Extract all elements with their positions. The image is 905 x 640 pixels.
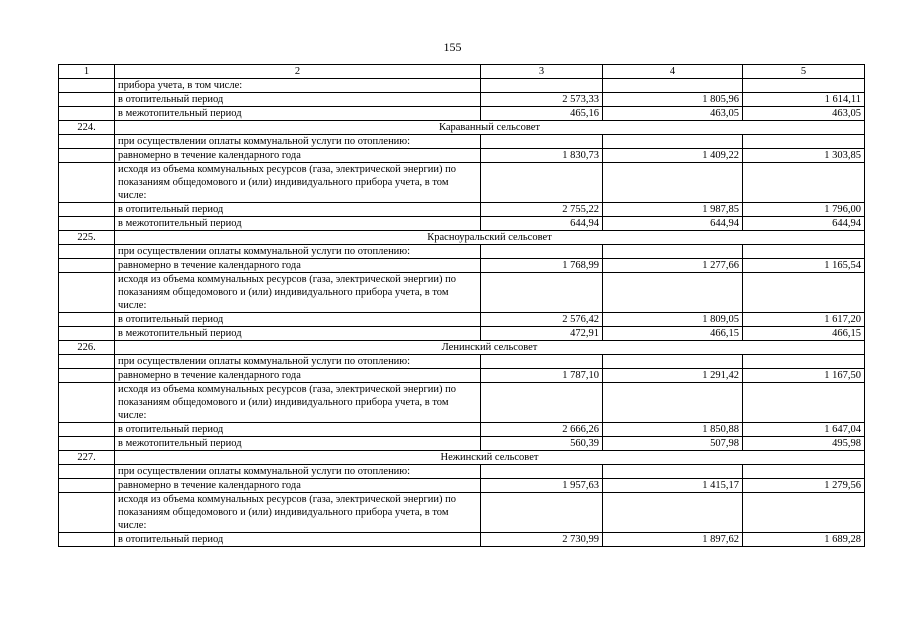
- value-col4: [603, 383, 743, 423]
- row-label: в отопительный период: [115, 313, 481, 327]
- value-col5: [743, 383, 865, 423]
- value-col4: [603, 245, 743, 259]
- value-col4: 1 415,17: [603, 479, 743, 493]
- value-col4: 1 850,88: [603, 423, 743, 437]
- row-label: при осуществлении оплаты коммунальной услуги по отоплению:: [115, 355, 481, 369]
- value-col5: [743, 163, 865, 203]
- value-col3: [481, 465, 603, 479]
- table-row: [59, 423, 865, 437]
- row-label: исходя из объема коммунальных ресурсов (газа, электрической энергии) по показаниям общедомового и (или) индивидуального прибора учета, в том числе:: [115, 493, 481, 533]
- row-label: исходя из объема коммунальных ресурсов (газа, электрической энергии) по показаниям общедомового и (или) индивидуального прибора учета, в том числе:: [115, 273, 481, 313]
- tariff-table: [58, 64, 865, 547]
- value-col5: 644,94: [743, 217, 865, 231]
- value-col3: 472,91: [481, 327, 603, 341]
- table-row: [59, 327, 865, 341]
- value-col4: [603, 355, 743, 369]
- table-row: [59, 107, 865, 121]
- header-cell: 1: [59, 65, 115, 79]
- row-label: равномерно в течение календарного года: [115, 259, 481, 273]
- table-row: [59, 245, 865, 259]
- value-col5: 1 279,56: [743, 479, 865, 493]
- value-col3: [481, 383, 603, 423]
- value-col3: 2 573,33: [481, 93, 603, 107]
- row-number: [59, 437, 115, 451]
- value-col3: [481, 493, 603, 533]
- table-row: [59, 313, 865, 327]
- row-label: в межотопительный период: [115, 217, 481, 231]
- table-row: [59, 369, 865, 383]
- row-label: исходя из объема коммунальных ресурсов (газа, электрической энергии) по показаниям общедомового и (или) индивидуального прибора учета, в том числе:: [115, 383, 481, 423]
- row-label: в отопительный период: [115, 423, 481, 437]
- row-label: в отопительный период: [115, 203, 481, 217]
- value-col5: [743, 273, 865, 313]
- value-col3: [481, 163, 603, 203]
- header-cell: 3: [481, 65, 603, 79]
- value-col4: 1 809,05: [603, 313, 743, 327]
- header-cell: 2: [115, 65, 481, 79]
- row-number: 225.: [59, 231, 115, 245]
- value-col5: 1 614,11: [743, 93, 865, 107]
- value-col4: [603, 493, 743, 533]
- table-row: [59, 493, 865, 533]
- value-col3: 2 730,99: [481, 533, 603, 547]
- value-col3: 1 768,99: [481, 259, 603, 273]
- row-label: равномерно в течение календарного года: [115, 369, 481, 383]
- row-number: [59, 327, 115, 341]
- value-col3: 1 957,63: [481, 479, 603, 493]
- section-title: Красноуральский сельсовет: [115, 231, 865, 245]
- section-row: [59, 341, 865, 355]
- row-label: при осуществлении оплаты коммунальной услуги по отоплению:: [115, 135, 481, 149]
- value-col3: 465,16: [481, 107, 603, 121]
- section-row: [59, 121, 865, 135]
- row-number: [59, 465, 115, 479]
- row-number: 227.: [59, 451, 115, 465]
- section-row: [59, 231, 865, 245]
- value-col4: [603, 163, 743, 203]
- row-label: в отопительный период: [115, 533, 481, 547]
- section-title: Караванный сельсовет: [115, 121, 865, 135]
- row-label: в межотопительный период: [115, 107, 481, 121]
- row-number: [59, 107, 115, 121]
- value-col4: 1 277,66: [603, 259, 743, 273]
- value-col3: 560,39: [481, 437, 603, 451]
- table-header-row: [59, 65, 865, 79]
- row-number: [59, 355, 115, 369]
- value-col4: [603, 273, 743, 313]
- table-row: [59, 259, 865, 273]
- row-label: в межотопительный период: [115, 437, 481, 451]
- row-number: [59, 423, 115, 437]
- table-row: [59, 203, 865, 217]
- value-col3: 644,94: [481, 217, 603, 231]
- value-col3: [481, 355, 603, 369]
- value-col5: [743, 79, 865, 93]
- table-row: [59, 533, 865, 547]
- table-row: [59, 217, 865, 231]
- row-label: прибора учета, в том числе:: [115, 79, 481, 93]
- value-col3: [481, 273, 603, 313]
- row-label: исходя из объема коммунальных ресурсов (газа, электрической энергии) по показаниям общедомового и (или) индивидуального прибора учета, в том числе:: [115, 163, 481, 203]
- row-label: при осуществлении оплаты коммунальной услуги по отоплению:: [115, 465, 481, 479]
- value-col4: 507,98: [603, 437, 743, 451]
- value-col4: [603, 465, 743, 479]
- table-row: [59, 163, 865, 203]
- value-col4: 1 987,85: [603, 203, 743, 217]
- value-col4: 1 805,96: [603, 93, 743, 107]
- row-label: равномерно в течение календарного года: [115, 149, 481, 163]
- row-number: [59, 79, 115, 93]
- value-col5: [743, 245, 865, 259]
- table-row: [59, 273, 865, 313]
- row-number: [59, 93, 115, 107]
- value-col5: 1 617,20: [743, 313, 865, 327]
- row-number: [59, 479, 115, 493]
- value-col4: 1 409,22: [603, 149, 743, 163]
- value-col4: 1 291,42: [603, 369, 743, 383]
- value-col5: 1 303,85: [743, 149, 865, 163]
- row-number: [59, 533, 115, 547]
- row-number: 224.: [59, 121, 115, 135]
- row-label: при осуществлении оплаты коммунальной услуги по отоплению:: [115, 245, 481, 259]
- table-row: [59, 79, 865, 93]
- value-col4: 644,94: [603, 217, 743, 231]
- row-label: в отопительный период: [115, 93, 481, 107]
- value-col5: [743, 493, 865, 533]
- row-number: [59, 273, 115, 313]
- row-number: [59, 259, 115, 273]
- row-number: [59, 493, 115, 533]
- row-number: [59, 245, 115, 259]
- value-col4: [603, 79, 743, 93]
- value-col5: 466,15: [743, 327, 865, 341]
- section-title: Ленинский сельсовет: [115, 341, 865, 355]
- value-col5: 463,05: [743, 107, 865, 121]
- value-col5: 1 647,04: [743, 423, 865, 437]
- value-col4: [603, 135, 743, 149]
- value-col5: 1 689,28: [743, 533, 865, 547]
- table-row: [59, 149, 865, 163]
- row-number: [59, 203, 115, 217]
- value-col4: 1 897,62: [603, 533, 743, 547]
- section-title: Нежинский сельсовет: [115, 451, 865, 465]
- row-number: [59, 217, 115, 231]
- row-label: равномерно в течение календарного года: [115, 479, 481, 493]
- value-col5: [743, 355, 865, 369]
- value-col3: 2 576,42: [481, 313, 603, 327]
- table-row: [59, 465, 865, 479]
- value-col5: 1 165,54: [743, 259, 865, 273]
- row-number: [59, 163, 115, 203]
- header-cell: 5: [743, 65, 865, 79]
- value-col5: [743, 465, 865, 479]
- value-col3: [481, 245, 603, 259]
- header-cell: 4: [603, 65, 743, 79]
- table-row: [59, 437, 865, 451]
- value-col5: 495,98: [743, 437, 865, 451]
- table-row: [59, 135, 865, 149]
- value-col3: [481, 79, 603, 93]
- table-row: [59, 383, 865, 423]
- value-col3: 1 787,10: [481, 369, 603, 383]
- row-number: [59, 135, 115, 149]
- value-col4: 463,05: [603, 107, 743, 121]
- row-number: [59, 369, 115, 383]
- value-col3: 1 830,73: [481, 149, 603, 163]
- table-row: [59, 355, 865, 369]
- table-row: [59, 93, 865, 107]
- value-col5: 1 796,00: [743, 203, 865, 217]
- value-col3: 2 666,26: [481, 423, 603, 437]
- value-col3: 2 755,22: [481, 203, 603, 217]
- value-col5: [743, 135, 865, 149]
- value-col5: 1 167,50: [743, 369, 865, 383]
- page-number: 155: [443, 40, 462, 54]
- table-row: [59, 479, 865, 493]
- row-label: в межотопительный период: [115, 327, 481, 341]
- value-col3: [481, 135, 603, 149]
- section-row: [59, 451, 865, 465]
- row-number: [59, 149, 115, 163]
- row-number: [59, 383, 115, 423]
- row-number: 226.: [59, 341, 115, 355]
- value-col4: 466,15: [603, 327, 743, 341]
- row-number: [59, 313, 115, 327]
